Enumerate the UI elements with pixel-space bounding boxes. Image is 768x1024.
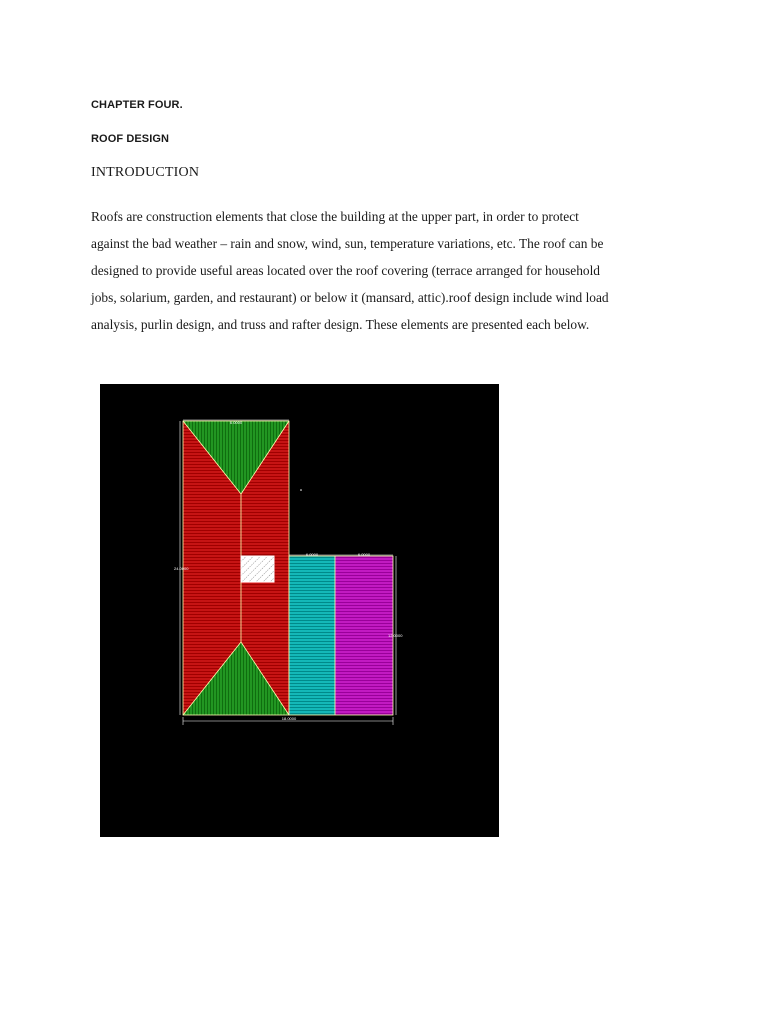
lean-to-right-face <box>335 556 393 715</box>
chapter-title: CHAPTER FOUR. <box>91 99 183 111</box>
roof-plan-drawing <box>100 384 499 837</box>
introduction-heading: INTRODUCTION <box>91 165 200 180</box>
main-roof-block <box>183 421 289 715</box>
section-title: ROOF DESIGN <box>91 133 170 145</box>
paragraph-line: designed to provide useful areas located over the roof covering (terrace arranged for household <box>91 263 601 278</box>
paragraph-line: analysis, purlin design, and truss and rafter design. These elements are presented each below. <box>91 317 590 332</box>
introduction-paragraph <box>91 203 691 338</box>
drawing-dot <box>300 489 302 491</box>
dimension-label-bottom: 18.0000 <box>281 716 297 721</box>
dimension-label-top-mid: 6.0000 <box>305 552 319 557</box>
skylight <box>241 556 274 582</box>
paragraph-line: Roofs are construction elements that close the building at the upper part, in order to protect <box>91 209 579 224</box>
lean-to-left-face <box>289 556 335 715</box>
paragraph-line: jobs, solarium, garden, and restaurant) or below it (mansard, attic).roof design include wind load <box>91 290 609 305</box>
dimension-label-top-right: 6.0000 <box>357 552 371 557</box>
dimension-label-top: 6.0000 <box>229 420 243 425</box>
dimension-label-left: 24.0000 <box>174 566 189 571</box>
paragraph-line: against the bad weather – rain and snow, wind, sun, temperature variations, etc. The roof can be <box>91 236 604 251</box>
lean-to-roof-block <box>289 556 393 715</box>
dimension-label-right: 12.0000 <box>388 633 403 638</box>
roof-plan-figure <box>100 384 499 837</box>
